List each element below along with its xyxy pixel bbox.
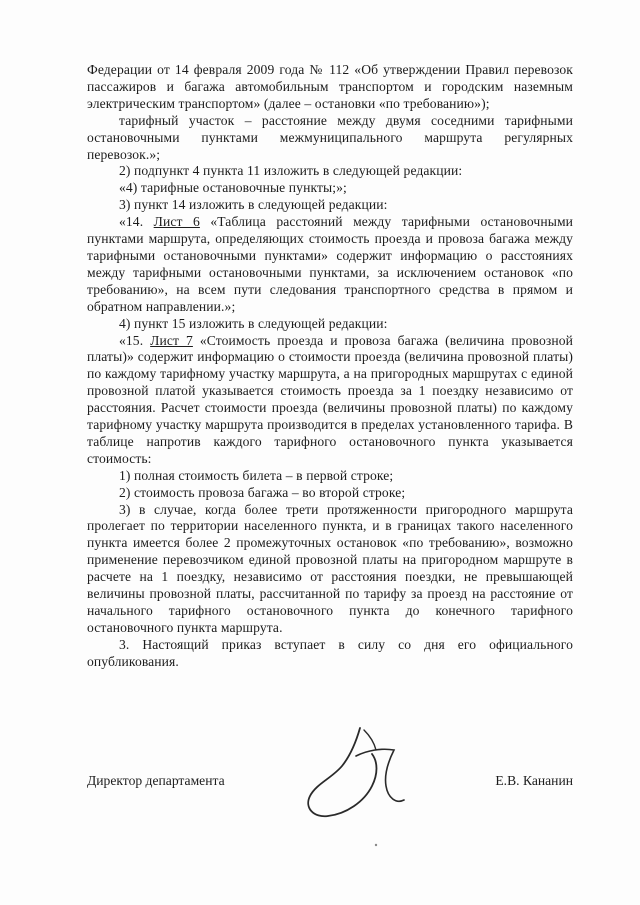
- paragraph: [87, 502, 573, 637]
- signatory-title: Директор департамента: [87, 773, 225, 788]
- paragraph: [87, 316, 573, 333]
- paragraph: [87, 485, 573, 502]
- paragraph: [87, 180, 573, 197]
- sheet-reference: Лист 7: [150, 332, 193, 348]
- text-run: 1) полная стоимость билета – в первой строке;: [119, 467, 394, 483]
- text-run: «4) тарифные остановочные пункты;»;: [119, 180, 347, 196]
- paragraph: [87, 333, 573, 468]
- text-run: тарифный участок – расстояние между двумя соседними тарифными остановочными пунктами межмуниципального маршрута регулярных перевозок.»;: [87, 112, 573, 162]
- text-run: «Таблица расстояний между тарифными остановочными пунктами маршрута, определяющих стоимость проезда и провоза багажа между тарифными остановочными пунктами» содержит информацию о расстояниях между тарифными остановочными пунктами, за исключением остановок «по требованию», на всем пути следования транспортного средства в прямом и обратном направлении.»;: [87, 214, 574, 314]
- text-run: 3) пункт 14 изложить в следующей редакции:: [119, 197, 388, 213]
- paragraph: [87, 214, 573, 315]
- text-run: 3. Настоящий приказ вступает в силу со дня его официального опубликования.: [87, 636, 573, 669]
- text-run: «14.: [119, 214, 154, 230]
- sheet-reference: Лист 6: [153, 214, 200, 230]
- scan-speck: [374, 843, 378, 847]
- paragraph: [87, 197, 573, 214]
- text-run: «Стоимость проезда и провоза багажа (величина провозной платы)» содержит информацию о стоимости проезда (величина провозной платы) по каждому тарифному участку маршрута, а на пригородных маршрутах с единой провозной платой указывается стоимость проезда за 1 поездку независимо от расстояния. Расчет стоимости проезда (величины провозной платы) по каждому тарифному участку маршрута производится в пределах установленного тарифа. В таблице напротив каждого тарифного остановочного пункта указывается стоимость:: [87, 332, 573, 466]
- document-body: [87, 62, 573, 671]
- paragraph: [87, 163, 573, 180]
- text-run: «15.: [119, 332, 151, 348]
- paragraph: [87, 113, 573, 164]
- paragraph: [87, 637, 573, 671]
- text-run: 3) в случае, когда более трети протяженности пригородного маршрута пролегает по территории населенного пункта, и в границах такого населенного пункта имеется более 2 промежуточных остановок «по требованию», возможно применение перевозчиком единой провозной платы на пригородном маршруте в расчете на 1 поездку, независимо от расстояния поездки, не превышающей величины провозной платы, рассчитанной по тарифу за проезд на расстояние от начального тарифного остановочного пункта до конечного тарифного остановочного пункта маршрута.: [87, 501, 573, 635]
- text-run: Федерации от 14 февраля 2009 года № 112 «Об утверждении Правил перевозок пассажиров и багажа автомобильным транспортом и городским наземным электрическим транспортом» (далее – остановки «по требованию»);: [87, 62, 573, 111]
- signatory-name: Е.В. Кананин: [495, 773, 573, 788]
- paragraph: [87, 468, 573, 485]
- text-run: 2) стоимость провоза багажа – во второй строке;: [119, 484, 406, 500]
- signature-block: [87, 773, 573, 793]
- text-run: 2) подпункт 4 пункта 11 изложить в следующей редакции:: [119, 163, 463, 179]
- paragraph: [87, 62, 573, 113]
- text-run: 4) пункт 15 изложить в следующей редакции:: [119, 315, 388, 331]
